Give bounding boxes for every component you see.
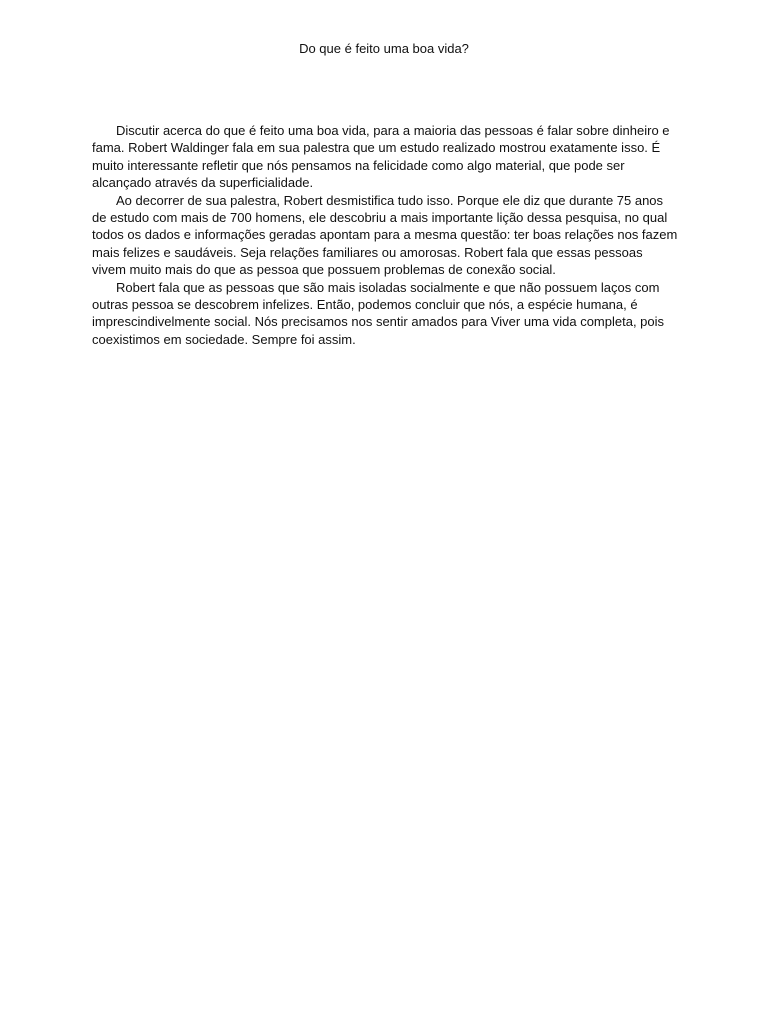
paragraph-2: Ao decorrer de sua palestra, Robert desmistifica tudo isso. Porque ele diz que durante 75 anos de estudo com mais de 700 homens, ele descobriu a mais importante lição dessa pesquisa, no qual todos os dados e informações geradas apontam para a mesma questão: ter boas relações nos fazem mais felizes e saudáveis. Seja relações familiares ou amorosas. Robert fala que essas pessoas vivem muito mais do que as pessoa que possuem problemas de conexão social. bbox=[92, 192, 678, 278]
document-title: Do que é feito uma boa vida? bbox=[299, 41, 469, 56]
document-body bbox=[92, 122, 680, 348]
paragraph-1: Discutir acerca do que é feito uma boa vida, para a maioria das pessoas é falar sobre dinheiro e fama. Robert Waldinger fala em sua palestra que um estudo realizado mostrou exatamente isso. É muito interessante refletir que nós pensamos na felicidade como algo material, que pode ser alcançado através da superficialidade. bbox=[92, 123, 670, 191]
paragraph-3: Robert fala que as pessoas que são mais isoladas socialmente e que não possuem laços com outras pessoa se descobrem infelizes. Então, podemos concluir que nós, a espécie humana, é imprescindivelmente social. Nós precisamos nos sentir amados para Viver uma vida completa, pois coexistimos em sociedade. Sempre foi assim. bbox=[92, 279, 665, 347]
